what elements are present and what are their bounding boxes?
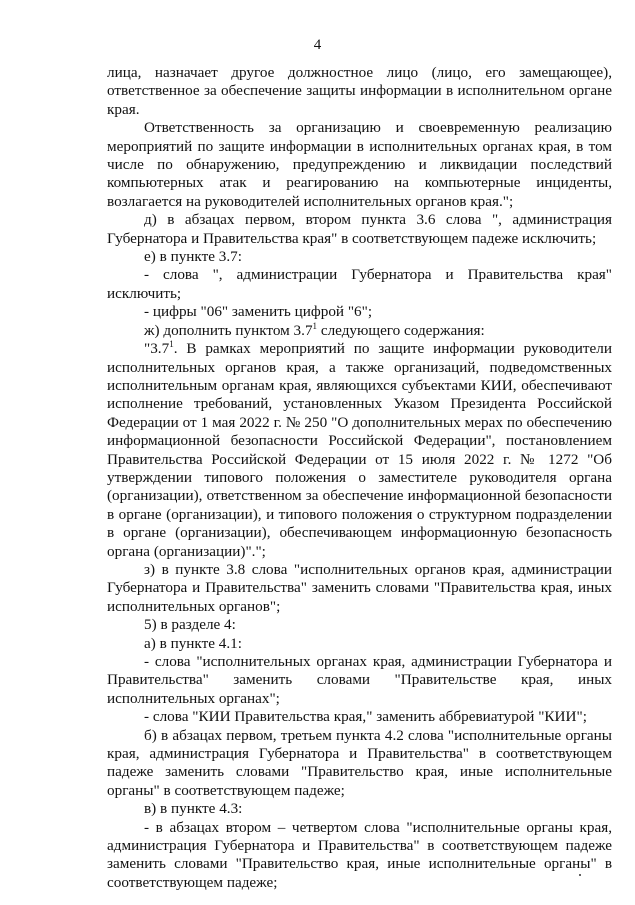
item-zh-tail: следующего содержания: (317, 321, 485, 339)
paragraph-item-v-words: - в абзацах втором – четвертом слова "исполнительные органы края, администрация Губернатора и Правительства" в соответствующем падеже заменить словами "Правительство края, иные исполнительные органы" в соответствующем падеже; (107, 818, 612, 891)
paragraph-item-a: а) в пункте 4.1: (144, 634, 242, 652)
point-number: "3.7 (144, 340, 170, 358)
document-body (107, 64, 612, 892)
paragraph-item-d: д) в абзацах первом, втором пункта 3.6 слова ", администрация Губернатора и Правительства края" в соответствующем падеже исключить; (107, 211, 612, 247)
page-number: 4 (313, 37, 322, 53)
paragraph-item-e: е) в пункте 3.7: (144, 248, 242, 266)
paragraph-item-zh (107, 322, 612, 340)
superscript-one: 1 (312, 320, 318, 331)
paragraph-responsibility: Ответственность за организацию и своевременную реализацию мероприятий по защите информации в исполнительных органах края, в том числе по обнаружению, предупреждению и ликвидации последствий компьютерных атак и реагированию на компьютерные инциденты, возлагается на руководителей исполнительных органов края."; (107, 119, 612, 210)
paragraph-item-a-words-2: - слова "КИИ Правительства края," заменить аббревиатурой "КИИ"; (144, 708, 587, 726)
paragraph-item-b: б) в абзацах первом, третьем пункта 4.2 слова "исполнительные органы края, администрация Губернатора и Правительства" в соответствующем падеже заменить словами "Правительство края, иные исполнительные органы" в соответствующем падеже; (107, 726, 612, 799)
paragraph-continuation: лица, назначает другое должностное лицо (лицо, его замещающее), ответственное за обеспечение защиты информации в исполнительном органе края. (107, 64, 612, 118)
paragraph-section-5: 5) в разделе 4: (144, 616, 236, 634)
paragraph-item-e-digits: - цифры "06" заменить цифрой "6"; (144, 303, 373, 321)
superscript-one: 1 (169, 339, 174, 350)
item-zh-text: ж) дополнить пунктом 3.7 (144, 321, 313, 339)
paragraph-item-z: з) в пункте 3.8 слова "исполнительных органов края, администрации Губернатора и Правительства" заменить словами "Правительства края, иных исполнительных органов"; (107, 560, 612, 615)
paragraph-item-a-words-1: - слова "исполнительных органах края, администрации Губернатора и Правительства" заменить словами "Правительстве края, иных исполнительных органах"; (107, 653, 612, 707)
point-text: . В рамках мероприятий по защите информации руководители исполнительных органов края, а также организаций, подведомственных исполнительным органам края, являющихся субъектами КИИ, обеспечивают исполнение требований, установленных Указом Президента Российской Федерации от 1 мая 2022 г. № 250 "О дополнительных мерах по обеспечению информационной безопасности Российской Федерации", постановлением Правительства Российской Федерации от 15 июля 2022 г. № 1272 "Об утверждении типового положения о заместителе руководителя органа (организации), ответственном за обеспечение информационной безопасности в органе (организации), и типового положения о структурном подразделении в органе (организации), обеспечивающем информационную безопасность органа (организации)"."; (107, 340, 612, 560)
paragraph-point-3-7-1 (107, 340, 612, 561)
scan-speck (579, 874, 581, 876)
paragraph-item-e-words: - слова ", администрации Губернатора и Правительства края" исключить; (107, 266, 612, 302)
paragraph-item-v: в) в пункте 4.3: (144, 800, 243, 818)
